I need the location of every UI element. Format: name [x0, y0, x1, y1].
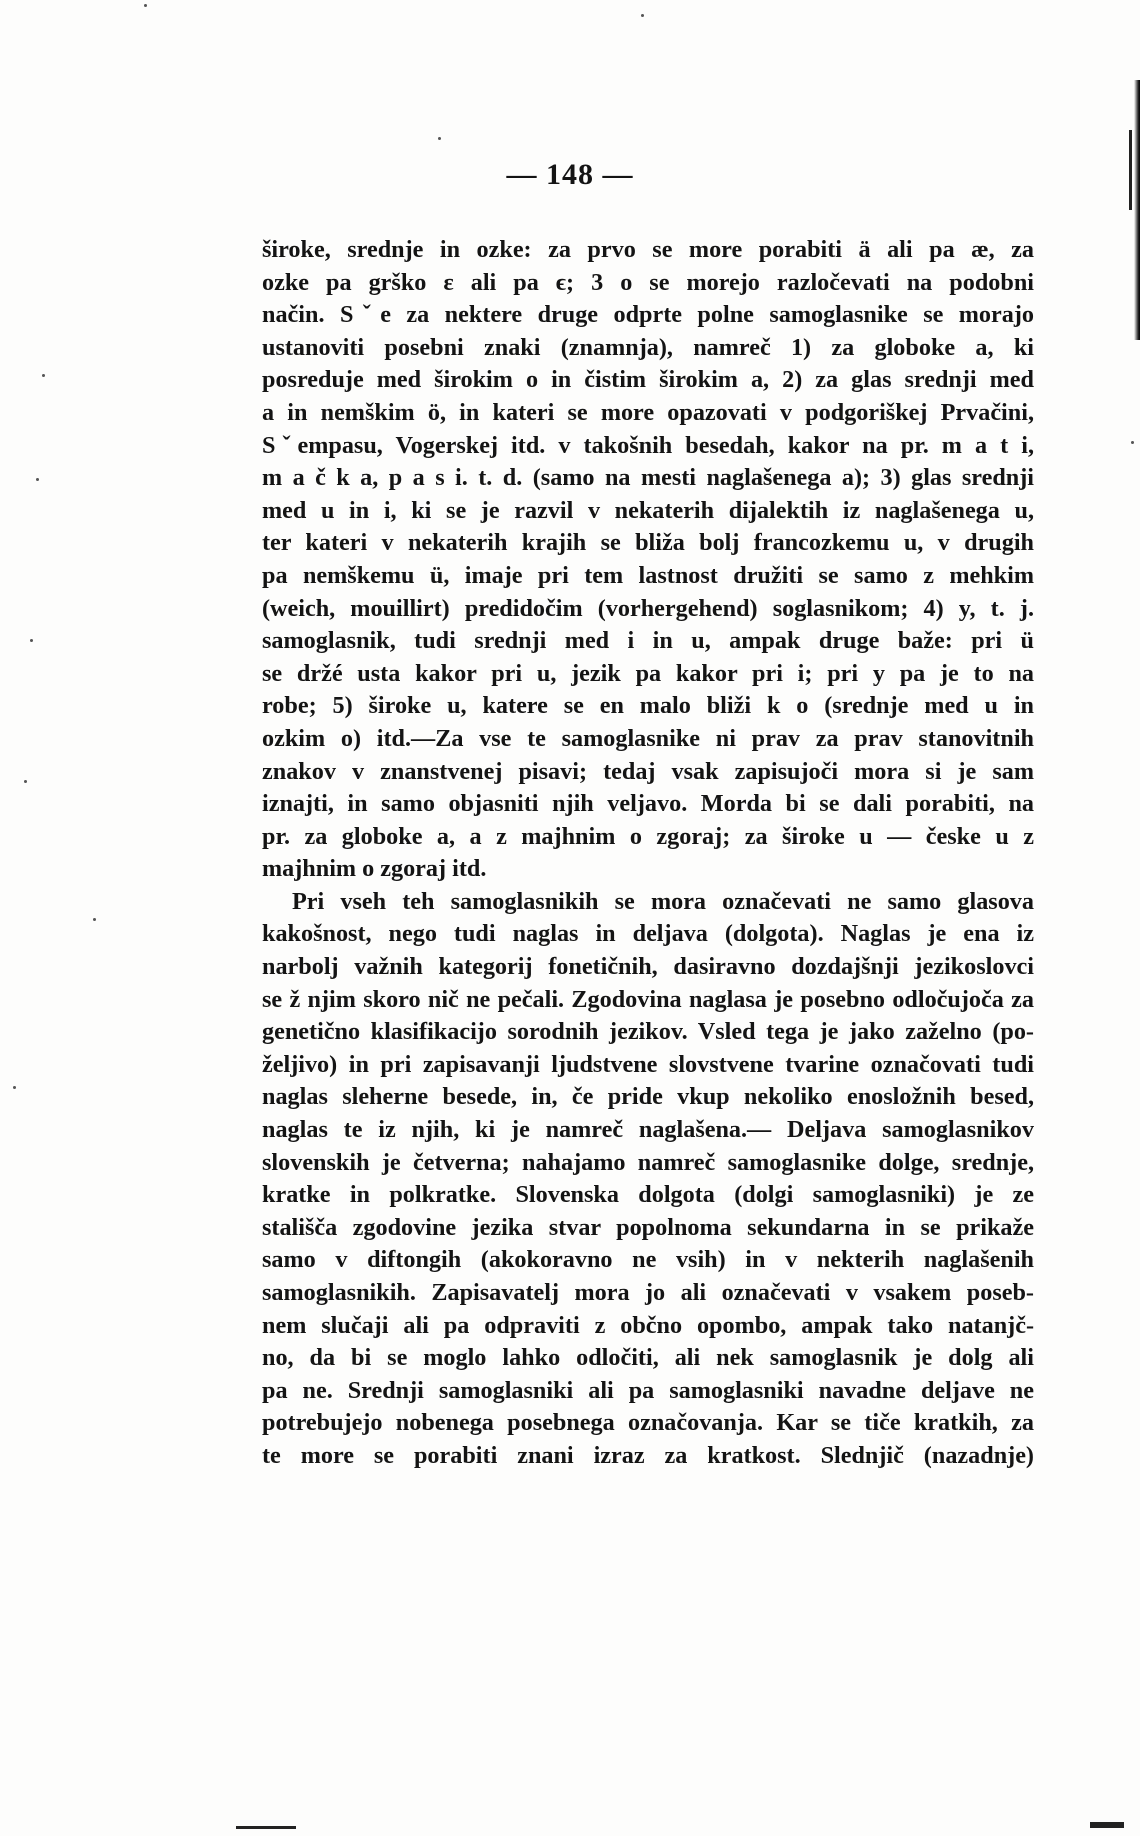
text-line: samoglasnikih. Zapisavatelj mora jo ali označevati v vsakem poseb- — [262, 1279, 1034, 1306]
text-line: kratke in polkratke. Slovenska dolgota (dolgi samoglasniki) je ze — [262, 1181, 1034, 1209]
text-line: majhnim o zgoraj itd. — [262, 855, 487, 883]
scan-speck — [641, 14, 644, 17]
text-line: Sˇempasu, Vogerskej itd. v takošnih besedah, kakor na pr. m a t i, — [262, 431, 1034, 459]
bottom-edge-mark — [236, 1826, 296, 1829]
text-line: posreduje med širokim o in čistim širokim a, 2) za glas srednji med — [262, 366, 1034, 394]
scan-speck — [144, 4, 147, 7]
text-line: iznajti, in samo objasniti njih veljavo. Morda bi se dali porabiti, na — [262, 790, 1034, 818]
text-line: ter kateri v nekaterih krajih se bliža bolj francozkemu u, v drugih — [262, 529, 1034, 557]
text-line: znakov v znanstvenej pisavi; tedaj vsak zapisujoči mora si je sam — [262, 757, 1034, 785]
page-number: — 148 — — [506, 158, 634, 191]
text-line: robe; 5) široke u, katere se en malo bliži k o (srednje med u in — [262, 692, 1034, 720]
text-line: no, da bi se moglo lahko odločiti, ali nek samoglasnik je dolg ali — [262, 1344, 1034, 1372]
scan-speck — [36, 478, 39, 481]
text-line: (weich, mouillirt) predidočim (vorhergehend) soglasnikom; 4) y, t. j. — [262, 594, 1034, 622]
text-line: naglas te iz njih, ki je namreč naglašena.— Deljava samoglasnikov — [262, 1116, 1034, 1144]
text-line: potrebujejo nobenega posebnega označovanja. Kar se tiče kratkih, za — [262, 1409, 1034, 1437]
text-line: stališča zgodovine jezika stvar popolnoma sekundarna in se prikaže — [262, 1213, 1034, 1241]
text-line: med u in i, ki se je razvil v nekaterih dijalektih iz naglašenega u, — [262, 496, 1034, 524]
text-line: pa nemškemu ü, imaje pri tem lastnost družiti se samo z mehkim — [262, 561, 1034, 589]
text-line: željivo) in pri zapisavanji ljudstvene slovstvene tvarine označovati tudi — [262, 1050, 1034, 1078]
binding-shadow — [1134, 80, 1140, 340]
text-line: ustanoviti posebni znaki (znamnja), namreč 1) za globoke a, ki — [262, 333, 1034, 361]
text-line: pa ne. Srednji samoglasniki ali pa samoglasniki navadne deljave ne — [262, 1376, 1034, 1404]
scan-speck — [93, 918, 96, 921]
text-line: narbolj važnih kategorij fonetičnih, dasiravno dozdajšnji jezikoslovci — [262, 953, 1034, 981]
text-line: naglas sleherne besede, in, če pride vkup nekoliko enosložnih besed, — [262, 1083, 1034, 1111]
bottom-edge-mark — [1090, 1822, 1124, 1828]
text-line: samo v diftongih (akokoravno ne vsih) in v nekterih naglašenih — [262, 1246, 1034, 1274]
binding-shadow-mark — [1129, 130, 1132, 210]
paragraph-first-line: Pri vseh teh samoglasnikih se mora označevati ne samo glasova — [292, 887, 1034, 915]
text-line: se ž njim skoro nič ne pečali. Zgodovina naglasa je posebno odločujoča za — [262, 985, 1034, 1013]
text-line: pr. za globoke a, a z majhnim o zgoraj; za široke u — česke u z — [262, 822, 1034, 850]
scan-speck — [30, 639, 33, 642]
scan-speck — [438, 137, 441, 140]
scan-speck — [42, 374, 45, 377]
text-line: se držé usta kakor pri u, jezik pa kakor pri i; pri y pa je to na — [262, 659, 1034, 687]
text-line: te more se porabiti znani izraz za kratkost. Slednjič (nazadnje) — [262, 1441, 1034, 1469]
text-line: a in nemškim ö, in kateri se more opazovati v podgoriškej Prvačini, — [262, 398, 1034, 426]
body-text — [262, 234, 1034, 1473]
text-line: nem slučaji ali pa odpraviti z občno opombo, ampak tako natanjč- — [262, 1311, 1034, 1339]
text-line: ozkim o) itd.—Za vse te samoglasnike ni prav za prav stanovitnih — [262, 724, 1034, 752]
text-line: ozke pa grško ε ali pa ϵ; 3 o se morejo razločevati na podobni — [262, 268, 1034, 296]
text-line: genetično klasifikacijo sorodnih jezikov. Vsled tega je jako zaželno (po- — [262, 1018, 1034, 1046]
text-line: široke, srednje in ozke: za prvo se more porabiti ä ali pa æ, za — [262, 236, 1034, 263]
text-line: samoglasnik, tudi srednji med i in u, ampak druge baže: pri ü — [262, 627, 1034, 655]
text-line: kakošnost, nego tudi naglas in deljava (dolgota). Naglas je ena iz — [262, 920, 1034, 948]
text-line: način. Sˇe za nektere druge odprte polne samoglasnike se morajo — [262, 301, 1034, 329]
scan-speck — [24, 780, 27, 783]
text-line: m a č k a, p a s i. t. d. (samo na mesti naglašenega a); 3) glas srednji — [262, 464, 1034, 492]
scan-speck — [1131, 441, 1134, 444]
scan-speck — [13, 1086, 16, 1089]
text-line: slovenskih je četverna; nahajamo namreč samoglasnike dolge, srednje, — [262, 1148, 1034, 1176]
